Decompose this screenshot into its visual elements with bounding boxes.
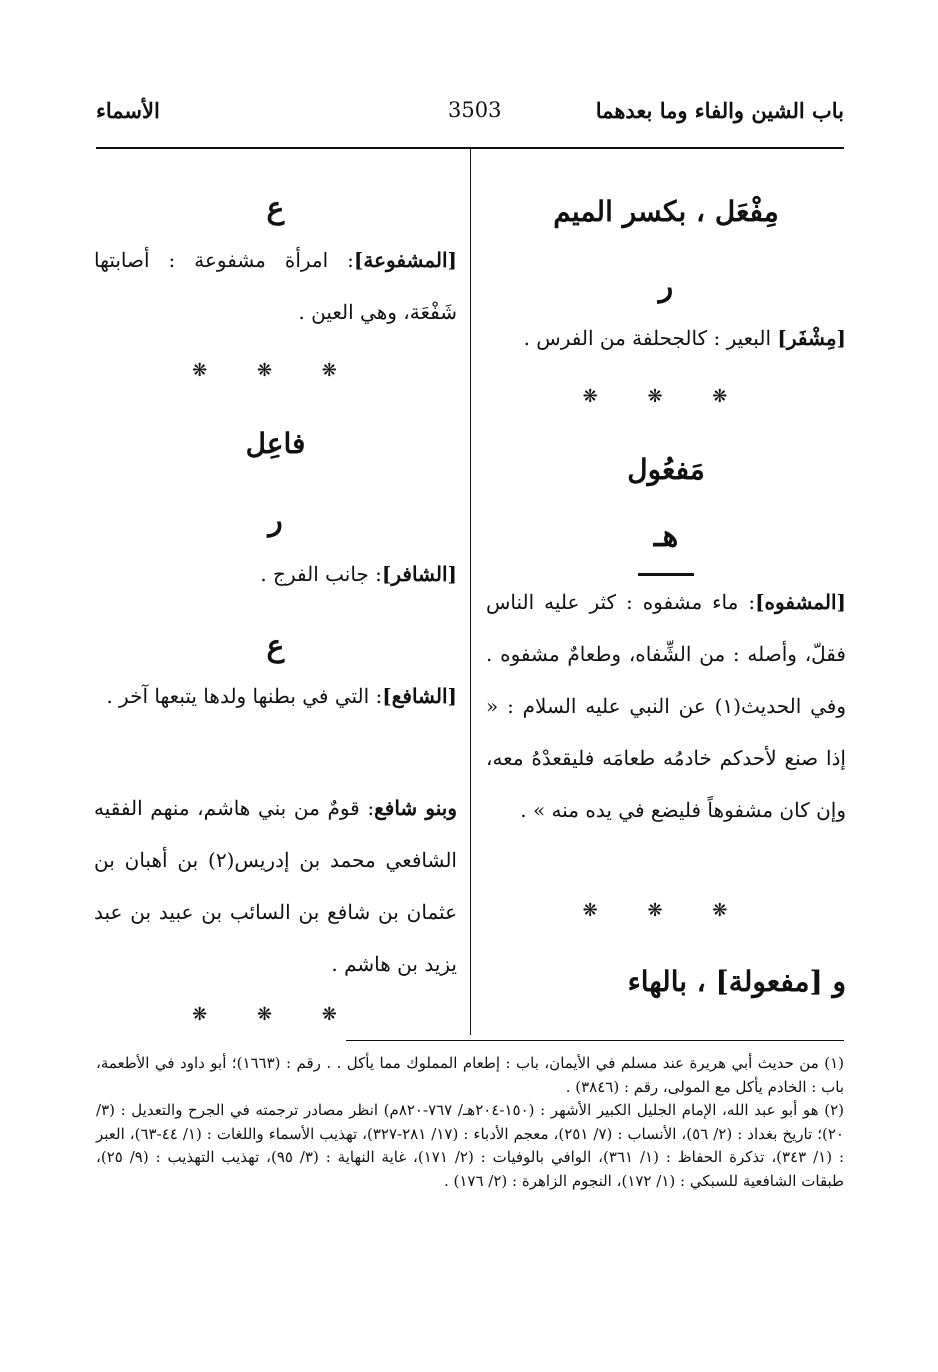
- letter-ain-heading: ع: [266, 629, 285, 664]
- entry-text: : التي في بطنها ولدها يتبعها آخر .: [106, 684, 383, 708]
- entry-text: : قومٌ من بني هاشم، منهم الفقيه الشافعي محمد بن إدريس(٢) بن أهبان بن عثمان بن شافع بن السائب بن عبيد بن عبد يزيد بن هاشم .: [94, 796, 457, 976]
- letter-ain-heading: ع: [266, 191, 285, 226]
- section-separator-stars: ❋ ❋ ❋: [582, 900, 750, 921]
- entry-text: : امرأة مشفوعة : أصابتها شَفْعَة، وهي العين .: [94, 248, 457, 324]
- heading-mifal: مِفْعَل ، بكسر الميم: [553, 195, 779, 228]
- running-head-left: الأسماء: [96, 98, 160, 123]
- section-separator-stars: ❋ ❋ ❋: [582, 386, 750, 407]
- entry-text: : جانب الفرج .: [260, 562, 382, 586]
- entry-term: [الشافر]: [381, 562, 457, 586]
- column-divider: [470, 149, 471, 1035]
- entry-mashfuh: [486, 576, 846, 836]
- section-separator-stars: ❋ ❋ ❋: [192, 360, 359, 381]
- entry-shafir: [94, 548, 457, 600]
- heading-fail: فاعِل: [245, 427, 306, 460]
- footnotes: [96, 1052, 844, 1193]
- entry-bani-shafi: [94, 782, 457, 990]
- entry-text: البعير : كالجحلفة من الفرس .: [523, 326, 778, 350]
- letter-ha-heading: [486, 519, 846, 582]
- footnote-rule: [346, 1040, 844, 1041]
- entry-term: [المشفوعة]: [353, 248, 457, 272]
- entry-term: [المشفوه]: [755, 590, 846, 614]
- heading-mafoola: و [مفعولة] ، بالهاء: [627, 965, 846, 998]
- entry-term: [الشافع]: [382, 684, 457, 708]
- entry-term: [مِشْفَر]: [777, 326, 846, 350]
- entry-shafi: [94, 670, 457, 722]
- letter-ha: هـ: [653, 519, 679, 554]
- entry-term: وبنو شافع: [374, 796, 457, 820]
- entry-text: : ماء مشفوه : كثر عليه الناس فقلّ، وأصله : من الشِّفاه، وطعامٌ مشفوه . وفي الحديث(١) عن النبي عليه السلام : « إذا صنع لأحدكم خادمُه طعامَه فليقعدْهُ معه، وإن كان مشفوهاً فليضع في يده منه » .: [486, 590, 847, 822]
- entry-mishfar: [486, 312, 846, 364]
- running-head-right: باب الشين والفاء وما بعدهما: [595, 98, 844, 123]
- entry-mashfua: [94, 234, 457, 338]
- heading-mafool: مَفعُول: [627, 453, 705, 486]
- footnote-2: (٢) هو أبو عبد الله، الإمام الجليل الكبير الأشهر : (١٥٠-٢٠٤هـ/ ٧٦٧-٨٢٠م) انظر مصادر ترجمته في الجرح والتعديل : (٣/ ٢٠)؛ تاريخ بغداد : (٢/ ٥٦)، الأنساب : (٧/ ٢٥١)، معجم الأدباء : (١٧/ ٢٨١-٣٢٧)، تهذيب الأسماء واللغات : (١/ ٤٤-٦٣)، العبر : (١/ ٣٤٣)، تذكرة الحفاظ : (١/ ٣٦١)، الوافي بالوفيات : (٢/ ١٧١)، غاية النهاية : (٣/ ٩٥)، تهذيب التهذيب : (٩/ ٢٥)، طبقات الشافعية للسبكي : (١/ ١٧٢)، النجوم الزاهرة : (٢/ ١٧٦) .: [96, 1101, 845, 1190]
- letter-ra-heading: ر: [268, 503, 283, 538]
- page-number: 3503: [448, 98, 502, 122]
- footnote-1: (١) من حديث أبي هريرة عند مسلم في الأيمان، باب : إطعام المملوك مما يأكل . . رقم : (١٦٦٣)؛ أبو داود في الأطعمة، باب : الخادم يأكل مع المولى، رقم : (٣٨٤٦) .: [96, 1054, 844, 1096]
- section-separator-stars: ❋ ❋ ❋: [192, 1004, 359, 1025]
- letter-ra-heading: ر: [658, 269, 674, 304]
